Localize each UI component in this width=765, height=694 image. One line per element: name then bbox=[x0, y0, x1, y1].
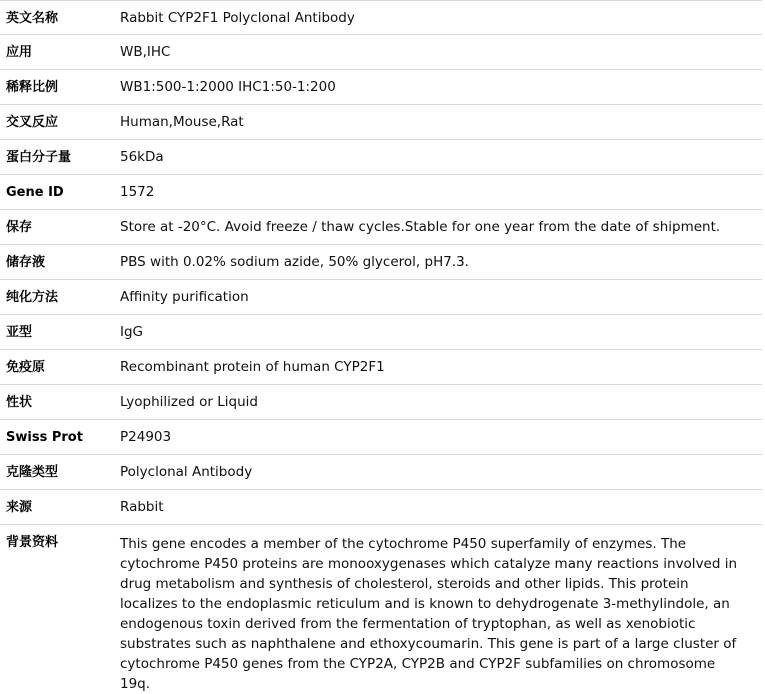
spec-row-form bbox=[0, 385, 762, 420]
spec-label: 来源 bbox=[6, 500, 33, 515]
spec-label: 免疫原 bbox=[6, 360, 46, 375]
spec-label: 应用 bbox=[6, 45, 33, 60]
spec-value: 1572 bbox=[120, 184, 155, 200]
spec-label: 亚型 bbox=[6, 325, 33, 340]
spec-row-molecular-weight bbox=[0, 140, 762, 175]
spec-value-background-text: This gene encodes a member of the cytochrome P450 superfamily of enzymes. The cytochrome P450 proteins are monooxygenases which catalyze many reactions involved in drug metabolism and synthesis of cholesterol, steroids and other lipids. This protein localizes to the endoplasmic reticulum and is known to dehydrogenate 3-methylindole, an endogenous toxin derived from the fermentation of tryptophan, as well as xenobiotic substrates such as naphthalene and ethoxycoumarin. This gene is part of a large cluster of cytochrome P450 genes from the CYP2A, CYP2B and CYP2F subfamilies on chromosome 19q. bbox=[120, 536, 738, 692]
spec-label: 蛋白分子量 bbox=[6, 150, 72, 165]
spec-value: WB1:500-1:2000 IHC1:50-1:200 bbox=[120, 79, 336, 95]
spec-row-swiss-prot bbox=[0, 420, 762, 455]
spec-row-host bbox=[0, 490, 762, 525]
spec-label: 储存液 bbox=[6, 255, 46, 270]
spec-row-purification bbox=[0, 280, 762, 315]
spec-value: IgG bbox=[120, 324, 144, 340]
spec-value: Recombinant protein of human CYP2F1 bbox=[120, 359, 385, 375]
spec-value: Polyclonal Antibody bbox=[120, 464, 253, 480]
spec-row-isotype bbox=[0, 315, 762, 350]
spec-value: Store at -20°C. Avoid freeze / thaw cycles.Stable for one year from the date of shipment. bbox=[120, 219, 721, 235]
spec-row-storage bbox=[0, 210, 762, 245]
spec-label: Swiss Prot bbox=[6, 430, 83, 445]
spec-row-application bbox=[0, 35, 762, 70]
spec-row-gene-id bbox=[0, 175, 762, 210]
spec-label: Gene ID bbox=[6, 185, 64, 200]
spec-row-reactivity bbox=[0, 105, 762, 140]
spec-label: 性状 bbox=[6, 395, 33, 410]
spec-value: Lyophilized or Liquid bbox=[120, 394, 258, 410]
spec-row-english-name bbox=[0, 1, 762, 35]
spec-row-buffer bbox=[0, 245, 762, 280]
spec-label: 纯化方法 bbox=[6, 290, 59, 305]
spec-label: 保存 bbox=[6, 220, 33, 235]
spec-value: 56kDa bbox=[120, 149, 164, 165]
spec-label: 背景资料 bbox=[6, 535, 59, 550]
spec-row-dilution bbox=[0, 70, 762, 105]
spec-row-clonality bbox=[0, 455, 762, 490]
spec-value: WB,IHC bbox=[120, 44, 171, 60]
spec-value: P24903 bbox=[120, 429, 172, 445]
spec-value: Affinity purification bbox=[120, 289, 249, 305]
spec-label: 克隆类型 bbox=[6, 465, 59, 480]
spec-value: Human,Mouse,Rat bbox=[120, 114, 244, 130]
spec-value: Rabbit CYP2F1 Polyclonal Antibody bbox=[120, 10, 355, 26]
spec-row-background bbox=[0, 525, 762, 692]
spec-value: Rabbit bbox=[120, 499, 164, 515]
spec-row-immunogen bbox=[0, 350, 762, 385]
spec-label: 稀释比例 bbox=[6, 80, 59, 95]
spec-value: PBS with 0.02% sodium azide, 50% glycerol, pH7.3. bbox=[120, 254, 469, 270]
spec-label: 英文名称 bbox=[6, 11, 59, 26]
spec-label: 交叉反应 bbox=[6, 115, 59, 130]
